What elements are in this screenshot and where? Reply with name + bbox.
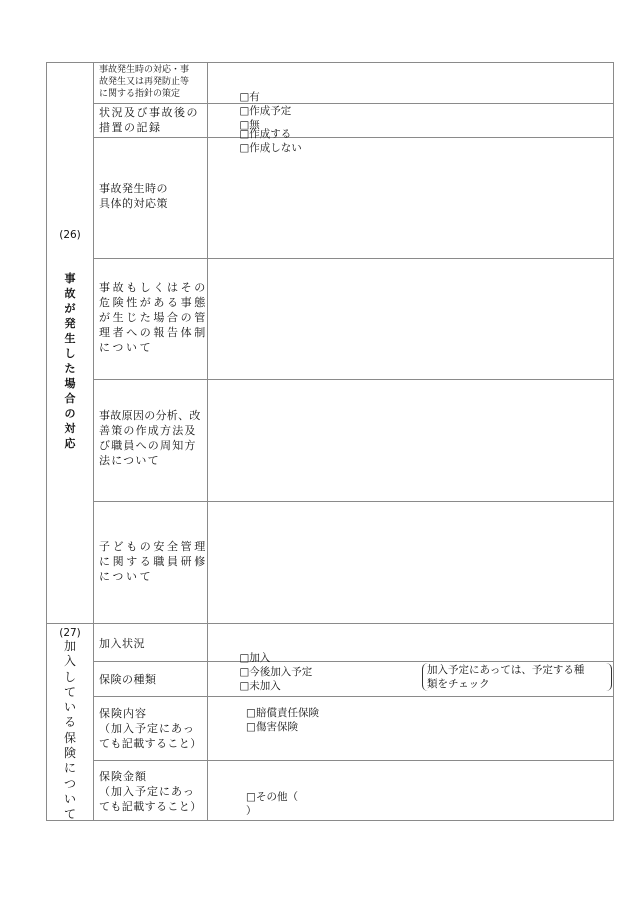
- form-table: [46, 62, 614, 821]
- other-close-paren: ）: [246, 805, 257, 817]
- field-staff-training[interactable]: [208, 502, 614, 623]
- field-insurance-amount[interactable]: [208, 761, 614, 820]
- label-accident-guideline: 事故発生時の対応・事 故発生又は再発防止等 に関する指針の策定: [99, 65, 190, 99]
- checkbox-planned[interactable]: □作成予定: [239, 105, 292, 117]
- checkbox-other[interactable]: □その他（: [246, 791, 298, 803]
- checkbox-not-enrolled[interactable]: □未加入: [239, 680, 281, 692]
- label-staff-training: 子どもの安全管理 に関する職員研修 について: [99, 540, 208, 583]
- checkbox-plan-to-enroll[interactable]: □今後加入予定: [239, 666, 313, 678]
- checkbox-no[interactable]: □無: [239, 119, 260, 131]
- checkbox-create[interactable]: □作成する: [239, 128, 292, 140]
- section26-header: [47, 63, 93, 623]
- label-accident-record: 状況及び事故後の 措置の記録: [99, 106, 199, 134]
- section26-title: 事 故 が 発 生 し た 場 合 の 対 応: [64, 272, 76, 450]
- field-specific-measures[interactable]: [208, 138, 614, 258]
- checkbox-injury-insurance[interactable]: □傷害保険: [246, 721, 298, 733]
- section-divider: [47, 623, 614, 624]
- checkbox-liability-insurance[interactable]: □賠償責任保険: [246, 707, 319, 719]
- label-insurance-amount: 保険金額 （加入予定にあっ ても記載すること）: [99, 770, 202, 813]
- section27-title: 加 入 し て い る 保 険 に つ い て: [63, 639, 76, 822]
- checkbox-yes[interactable]: □有: [239, 91, 260, 103]
- label-reporting-system: 事故もしくはその 危険性がある事態 が生じた場合の管 理者への報告体制 について: [99, 281, 208, 354]
- checkbox-enrolled[interactable]: □加入: [239, 652, 271, 664]
- col-divider-1: [93, 63, 94, 820]
- field-insurance-content[interactable]: [208, 697, 614, 760]
- checkbox-not-create[interactable]: □作成しない: [239, 142, 302, 154]
- label-enrollment-status: 加入状況: [99, 637, 145, 650]
- field-reporting-system[interactable]: [208, 259, 614, 379]
- label-specific-measures: 事故発生時の 具体的対応策: [99, 182, 168, 210]
- field-cause-analysis[interactable]: [208, 380, 614, 501]
- section26-number: (26): [59, 229, 81, 241]
- section27-header: [47, 624, 93, 820]
- section27-number: (27): [59, 627, 81, 639]
- label-insurance-content: 保険内容 （加入予定にあっ ても記載すること）: [99, 707, 202, 750]
- insurance-type-note: 加入予定にあっては、予定する種 類をチェック: [422, 663, 612, 691]
- row-divider: [94, 103, 614, 104]
- label-cause-analysis: 事故原因の分析、改 善策の作成方法及 び職員への周知方 法について: [99, 409, 201, 467]
- label-insurance-type: 保険の種類: [99, 673, 157, 686]
